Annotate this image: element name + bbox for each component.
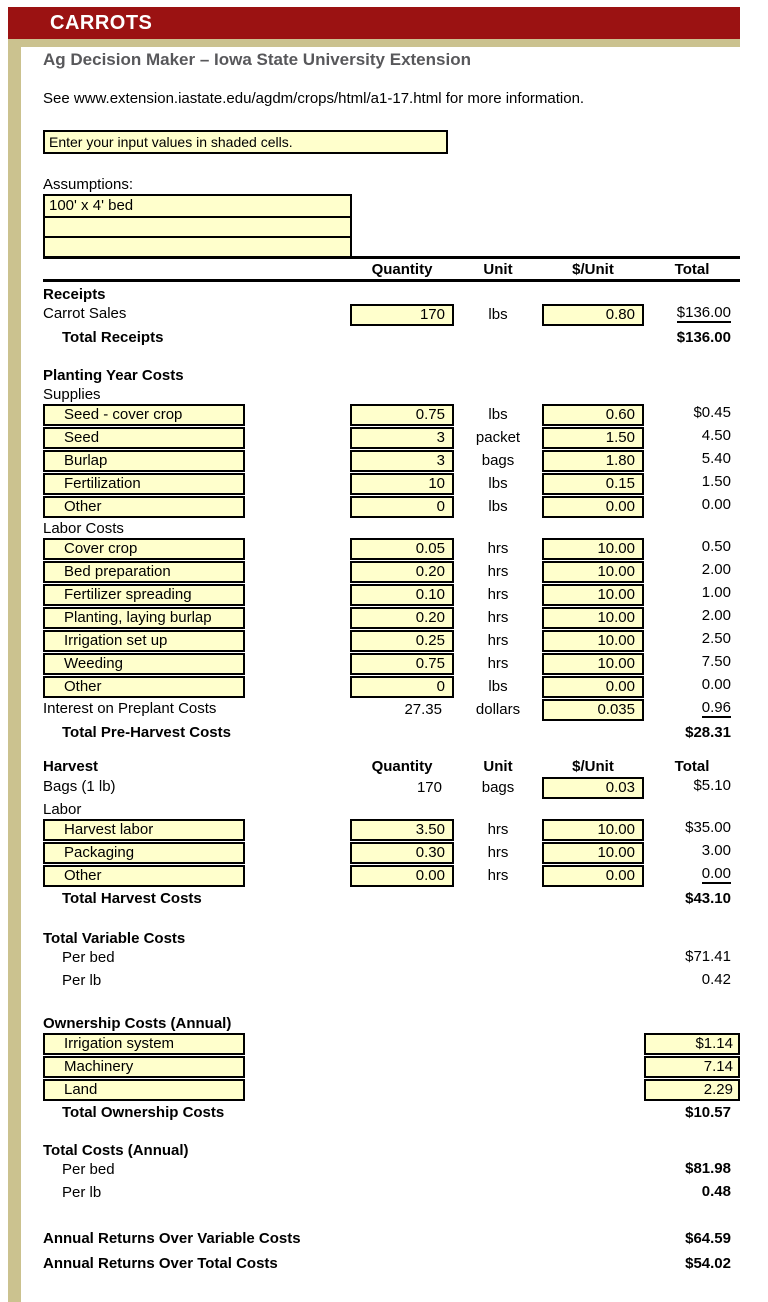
per-unit-input[interactable]: 10.00 [542,653,644,675]
per-unit-input[interactable]: 0.80 [542,304,644,326]
section-title-ownership: Ownership Costs (Annual) [43,1015,232,1032]
item-name-input[interactable]: Cover crop [43,538,245,560]
per-unit-input[interactable]: 10.00 [542,607,644,629]
unit-cell: hrs [487,821,509,838]
unit-cell: hrs [487,655,509,672]
column-header-quantity: Quantity [371,260,433,278]
per-unit-input[interactable]: 0.60 [542,404,644,426]
item-name-input[interactable]: Planting, laying burlap [43,607,245,629]
item-name-input[interactable]: Fertilization [43,473,245,495]
column-header-per-unit: $/Unit [572,758,614,775]
item-name-input[interactable]: Machinery [43,1056,245,1078]
item-name-input[interactable]: Other [43,865,245,887]
per-unit-input[interactable]: 10.00 [542,584,644,606]
row-labor-1 [43,538,740,561]
total-cell: $136.00 [676,304,731,321]
item-label: Carrot Sales [43,305,127,322]
section-title-variable-costs: Total Variable Costs [43,930,186,947]
row-bags [43,777,740,800]
per-unit-input[interactable]: 0.00 [542,676,644,698]
total-cell: 0.00 [701,496,731,513]
row-total-per-lb [43,1183,740,1206]
row-ownership-1 [43,1033,740,1056]
per-unit-input[interactable]: 10.00 [542,842,644,864]
row-variable-per-bed [43,948,740,971]
row-total-preharvest [43,722,740,743]
harvest-labor-label: Labor [43,801,82,818]
per-unit-input[interactable]: 10.00 [542,538,644,560]
section-title-receipts: Receipts [43,286,106,303]
total-cell: 4.50 [701,427,731,444]
unit-cell: hrs [487,563,509,580]
quantity-input[interactable]: 10 [350,473,454,495]
assumption-input-3[interactable] [45,236,350,256]
total-value: $10.57 [685,1104,731,1121]
total-label: Total Harvest Costs [62,890,202,907]
row-harvest-labor-1 [43,819,740,842]
total-cell: 1.50 [701,473,731,490]
unit-cell: lbs [488,498,508,515]
quantity-input[interactable]: 3.50 [350,819,454,841]
quantity-input[interactable]: 0.30 [350,842,454,864]
item-name-input[interactable]: Fertilizer spreading [43,584,245,606]
per-unit-input[interactable]: 1.50 [542,427,644,449]
quantity-input[interactable]: 0.05 [350,538,454,560]
item-label: Bags (1 lb) [43,778,116,795]
total-cell: 7.50 [701,653,731,670]
per-bed-value: $81.98 [685,1160,731,1177]
total-input[interactable]: 2.29 [644,1079,740,1101]
item-name-input[interactable]: Burlap [43,450,245,472]
unit-cell: packet [475,429,521,446]
unit-cell: lbs [488,406,508,423]
quantity-input[interactable]: 0.20 [350,561,454,583]
unit-cell: dollars [475,701,521,718]
row-total-receipts [43,327,740,348]
per-lb-label: Per lb [62,1184,102,1201]
quantity-input[interactable]: 3 [350,450,454,472]
row-total-ownership [43,1102,740,1123]
total-cell: $5.10 [693,777,731,794]
returns-variable-label: Annual Returns Over Variable Costs [43,1230,301,1247]
quantity-input[interactable]: 0.20 [350,607,454,629]
total-input[interactable]: $1.14 [644,1033,740,1055]
quantity-input[interactable]: 0.10 [350,584,454,606]
column-header-unit: Unit [483,758,513,775]
item-name-input[interactable]: Harvest labor [43,819,245,841]
per-lb-label: Per lb [62,972,102,989]
quantity-input[interactable]: 0.25 [350,630,454,652]
quantity-input[interactable]: 170 [350,304,454,326]
row-total-per-bed [43,1160,740,1183]
per-unit-input[interactable]: 0.03 [542,777,644,799]
item-name-input[interactable]: Irrigation system [43,1033,245,1055]
column-header-total: Total [674,758,710,775]
unit-cell: lbs [488,306,508,323]
item-name-input[interactable]: Bed preparation [43,561,245,583]
total-cell: $35.00 [685,819,731,836]
per-unit-input[interactable]: 0.00 [542,496,644,518]
total-cell: 2.50 [701,630,731,647]
labor-costs-label: Labor Costs [43,520,124,537]
left-border-strip [8,47,21,1302]
row-supply-2 [43,427,740,450]
section-title-total-costs: Total Costs (Annual) [43,1142,189,1159]
quantity-input[interactable]: 0 [350,496,454,518]
total-cell: $0.45 [693,404,731,421]
column-header-total: Total [674,260,710,278]
row-ownership-3 [43,1079,740,1102]
total-input[interactable]: 7.14 [644,1056,740,1078]
row-ownership-2 [43,1056,740,1079]
returns-total-label: Annual Returns Over Total Costs [43,1255,278,1272]
row-labor-5 [43,630,740,653]
column-header-row [43,259,740,279]
per-unit-input[interactable]: 1.80 [542,450,644,472]
row-labor-3 [43,584,740,607]
per-unit-input[interactable]: 10.00 [542,630,644,652]
quantity-input[interactable]: 3 [350,427,454,449]
row-labor-4 [43,607,740,630]
total-cell: 5.40 [701,450,731,467]
worksheet-content [21,47,740,1302]
row-supply-5 [43,496,740,519]
row-supply-4 [43,473,740,496]
per-unit-input[interactable]: 0.15 [542,473,644,495]
row-total-harvest [43,888,740,909]
unit-cell: bags [481,779,515,796]
page-title: CARROTS [50,12,153,34]
total-cell: 0.96 [701,699,731,716]
row-returns-over-total [43,1251,740,1276]
item-name-input[interactable]: Seed [43,427,245,449]
section-title-harvest: Harvest [43,758,99,775]
item-label: Interest on Preplant Costs [43,700,217,717]
column-header-per-unit: $/Unit [572,260,614,278]
item-name-input[interactable]: Packaging [43,842,245,864]
total-cell: 2.00 [701,607,731,624]
per-lb-value: 0.42 [701,971,731,988]
top-border-strip [8,39,740,47]
row-labor-7 [43,676,740,699]
row-carrot-sales [43,304,740,327]
unit-cell: bags [481,452,515,469]
total-label: Total Ownership Costs [62,1104,225,1121]
harvest-header-row [43,756,740,777]
total-cell: 3.00 [701,842,731,859]
column-header-unit: Unit [483,260,513,278]
info-line: See www.extension.iastate.edu/agdm/crops/html/a1-17.html for more information. [43,90,585,107]
instruction-cell: Enter your input values in shaded cells. [43,130,448,154]
item-name-input[interactable]: Weeding [43,653,245,675]
row-harvest-labor-3 [43,865,740,888]
unit-cell: lbs [488,678,508,695]
per-unit-input[interactable]: 10.00 [542,819,644,841]
row-labor-6 [43,653,740,676]
item-name-input[interactable]: Other [43,676,245,698]
quantity-value: 170 [416,779,442,796]
per-lb-value: 0.48 [701,1183,731,1200]
total-value: $43.10 [685,890,731,907]
quantity-input[interactable]: 0.75 [350,653,454,675]
table-rule-bottom [43,279,740,282]
quantity-input[interactable]: 0.00 [350,865,454,887]
per-bed-value: $71.41 [685,948,731,965]
assumption-input-2[interactable] [45,216,350,236]
unit-cell: hrs [487,586,509,603]
total-label: Total Receipts [62,329,164,346]
assumptions-label: Assumptions: [43,176,134,193]
returns-variable-value: $64.59 [685,1230,731,1247]
total-value: $28.31 [685,724,731,741]
quantity-value: 27.35 [404,701,442,718]
total-cell: 1.00 [701,584,731,601]
row-interest [43,699,740,722]
unit-cell: hrs [487,632,509,649]
row-harvest-labor-2 [43,842,740,865]
total-label: Total Pre-Harvest Costs [62,724,231,741]
per-bed-label: Per bed [62,949,115,966]
item-name-input[interactable]: Land [43,1079,245,1101]
per-unit-input[interactable]: 0.00 [542,865,644,887]
returns-total-value: $54.02 [685,1255,731,1272]
row-variable-per-lb [43,971,740,994]
unit-cell: lbs [488,475,508,492]
per-unit-input[interactable]: 10.00 [542,561,644,583]
section-title-planting: Planting Year Costs [43,367,184,384]
supplies-label: Supplies [43,386,101,403]
unit-cell: hrs [487,540,509,557]
row-labor-2 [43,561,740,584]
row-supply-1 [43,404,740,427]
item-name-input[interactable]: Other [43,496,245,518]
total-cell: 0.00 [701,676,731,693]
per-bed-label: Per bed [62,1161,115,1178]
per-unit-input[interactable]: 0.035 [542,699,644,721]
total-cell: 0.50 [701,538,731,555]
item-name-input[interactable]: Seed - cover crop [43,404,245,426]
subtitle: Ag Decision Maker – Iowa State University Extension [43,50,471,69]
unit-cell: hrs [487,844,509,861]
title-bar [8,7,740,39]
item-name-input[interactable]: Irrigation set up [43,630,245,652]
unit-cell: hrs [487,867,509,884]
total-cell: 2.00 [701,561,731,578]
assumptions-box [43,194,352,258]
quantity-input[interactable]: 0 [350,676,454,698]
total-cell: 0.00 [701,865,731,882]
column-header-quantity: Quantity [371,758,433,775]
assumption-input-1[interactable]: 100' x 4' bed [49,197,134,214]
row-supply-3 [43,450,740,473]
unit-cell: hrs [487,609,509,626]
quantity-input[interactable]: 0.75 [350,404,454,426]
row-returns-over-variable [43,1226,740,1251]
total-value: $136.00 [676,329,731,346]
